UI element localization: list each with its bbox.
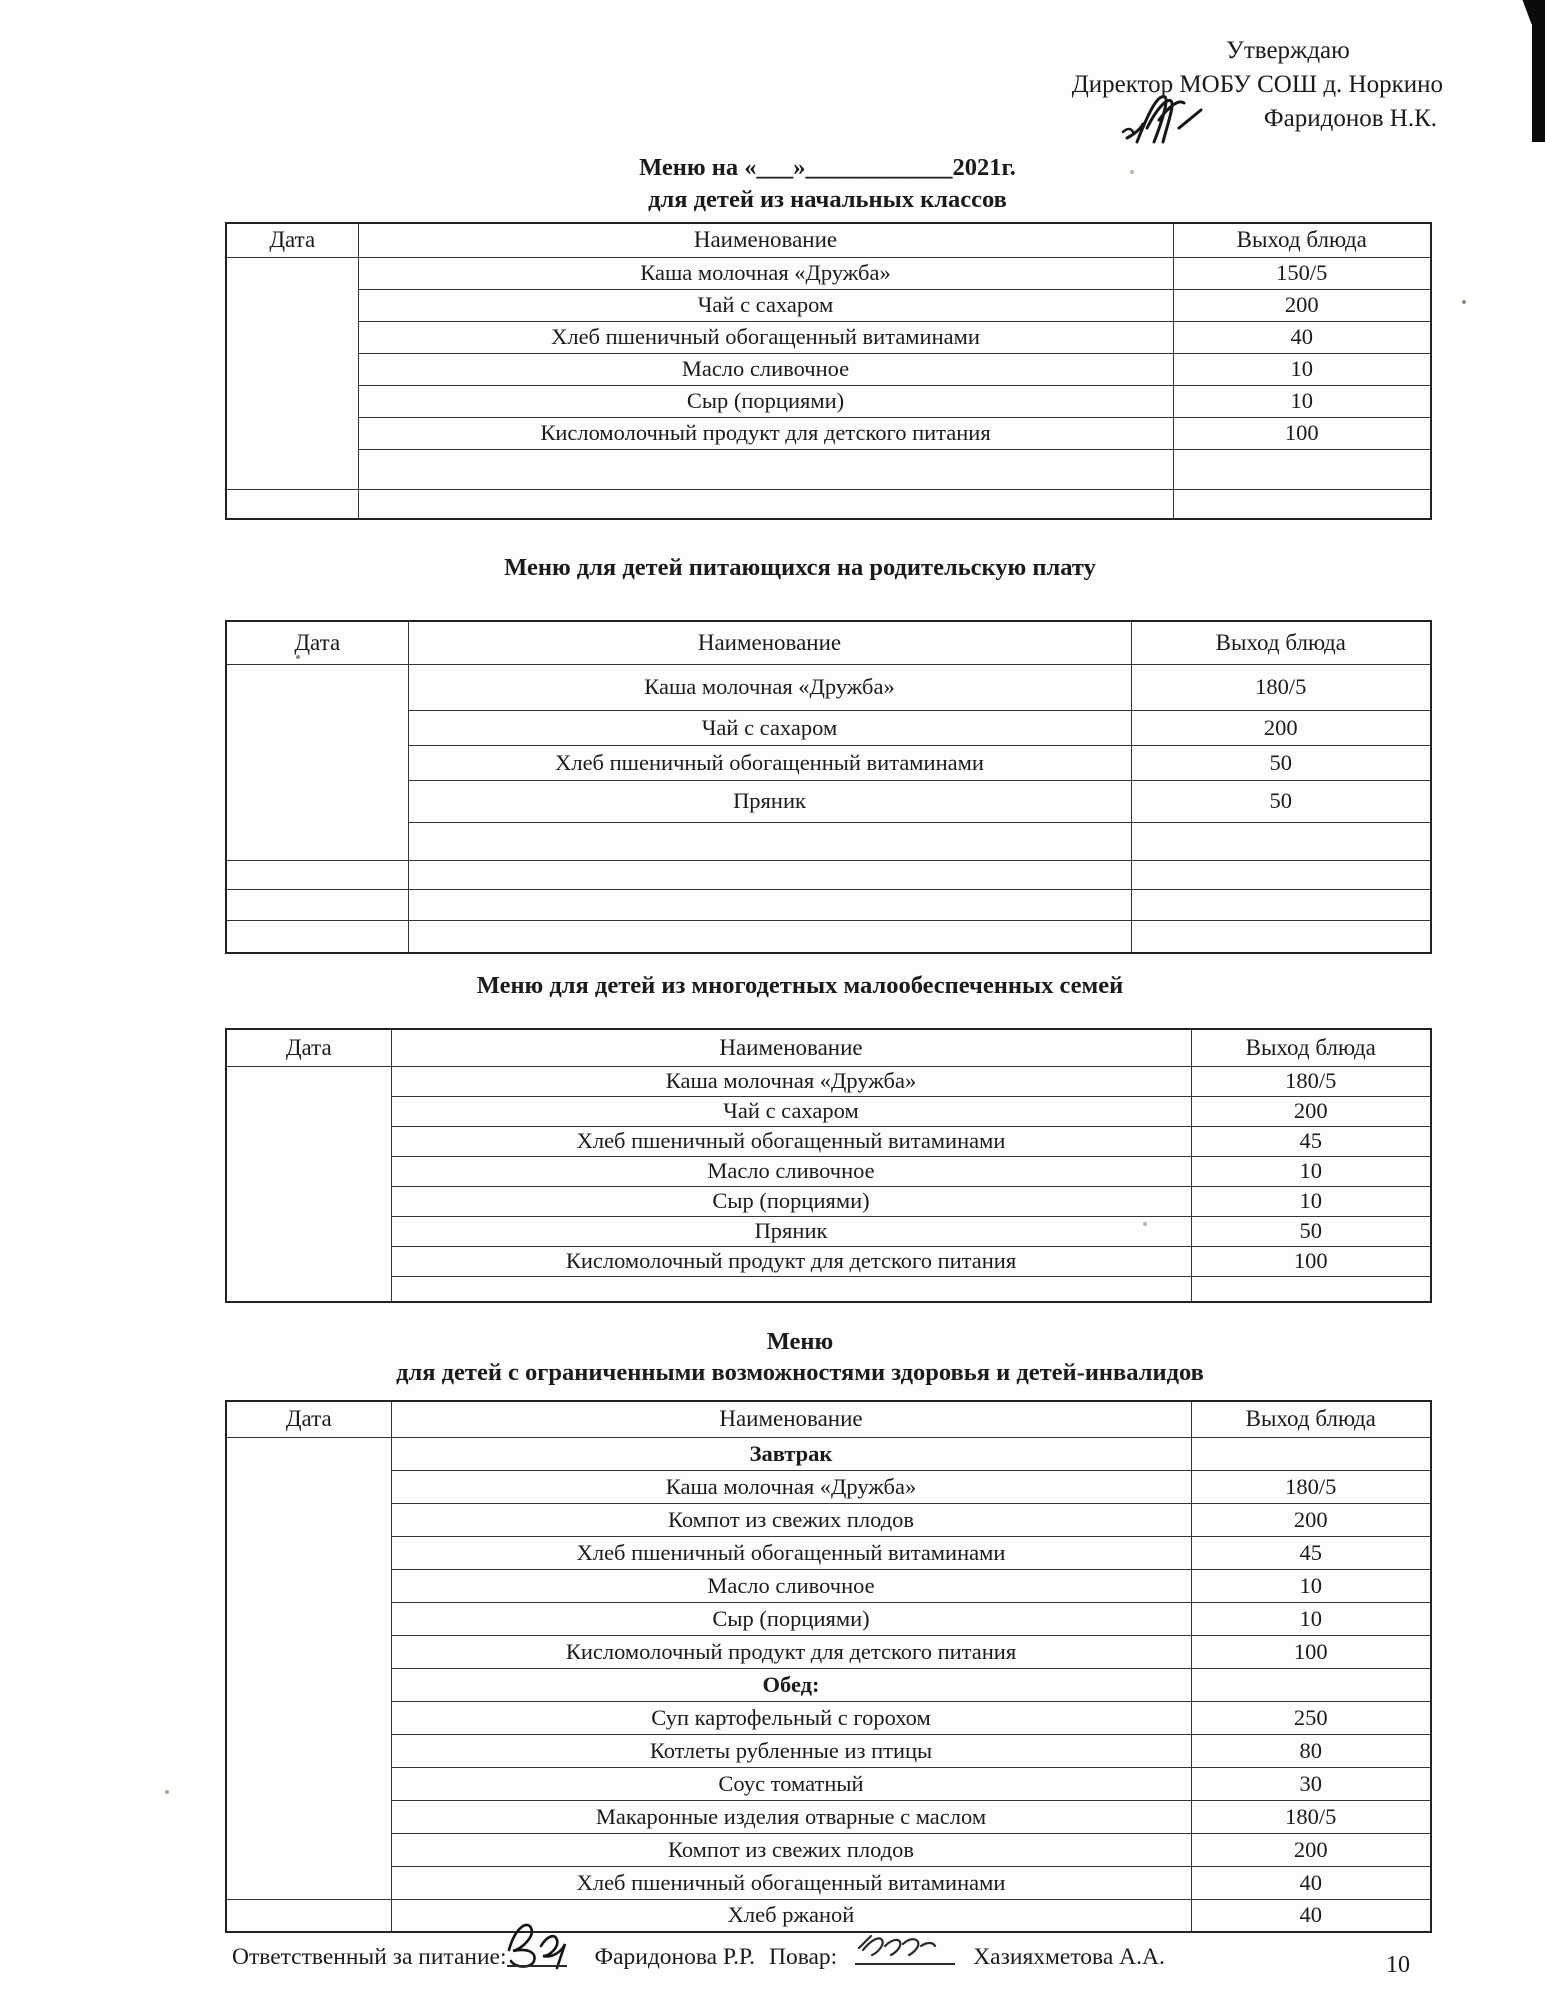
cell-date	[226, 664, 408, 860]
table-row-empty	[226, 449, 1431, 489]
cell-dish-name	[408, 860, 1131, 889]
table-header-row	[226, 1401, 1431, 1437]
footer-signature-line	[232, 1934, 1472, 1981]
cell-output	[1191, 1437, 1431, 1470]
table-row-empty	[226, 920, 1431, 953]
cell-dish-name: Сыр (порциями)	[358, 385, 1173, 417]
table-row	[226, 1066, 1431, 1096]
cell-output: 10	[1173, 385, 1431, 417]
scan-speck	[1462, 300, 1466, 304]
cell-output	[1191, 1668, 1431, 1701]
col-header-output: Выход блюда	[1173, 223, 1431, 257]
cell-date	[226, 920, 408, 953]
table-row	[226, 1126, 1431, 1156]
section-title-parent-paid: Меню для детей питающихся на родительскую плату	[504, 554, 1096, 581]
table-row	[226, 289, 1431, 321]
approval-word: Утверждаю	[1226, 37, 1350, 64]
menu-table-parent-paid	[225, 620, 1432, 954]
cell-dish-name: Кисломолочный продукт для детского питания	[358, 417, 1173, 449]
cell-dish-name: Кисломолочный продукт для детского питания	[391, 1246, 1191, 1276]
cell-dish-name: Сыр (порциями)	[391, 1602, 1191, 1635]
cell-output: 100	[1191, 1635, 1431, 1668]
col-header-output: Выход блюда	[1191, 1029, 1431, 1066]
cell-dish-name: Компот из свежих плодов	[391, 1833, 1191, 1866]
cell-output: 30	[1191, 1767, 1431, 1800]
table-row	[226, 1602, 1431, 1635]
table-row	[226, 1701, 1431, 1734]
cell-output: 10	[1173, 353, 1431, 385]
cell-date	[226, 1066, 391, 1302]
table-row	[226, 1866, 1431, 1899]
cell-dish-name	[408, 822, 1131, 860]
cell-dish-name: Каша молочная «Дружба»	[391, 1066, 1191, 1096]
section-title-line2: для детей с ограниченными возможностями здоровья и детей-инвалидов	[396, 1359, 1204, 1386]
col-header-output: Выход блюда	[1131, 621, 1431, 664]
table-row	[226, 1470, 1431, 1503]
table-row	[226, 1503, 1431, 1536]
cell-dish-name: Макаронные изделия отварные с маслом	[391, 1800, 1191, 1833]
cell-date	[226, 889, 408, 920]
cell-dish-name: Котлеты рубленные из птицы	[391, 1734, 1191, 1767]
responsible-name: Фаридонова Р.Р.	[594, 1944, 755, 1970]
table-row-empty	[226, 889, 1431, 920]
table-row	[226, 1767, 1431, 1800]
cell-output: 50	[1131, 780, 1431, 822]
table-row	[226, 1536, 1431, 1569]
cell-date	[226, 1899, 391, 1932]
cell-date	[226, 1437, 391, 1899]
table-header-row	[226, 621, 1431, 664]
cell-output: 50	[1131, 745, 1431, 780]
approval-director-line: Директор МОБУ СОШ д. Норкино	[1071, 71, 1443, 98]
cell-dish-name: Пряник	[391, 1216, 1191, 1246]
col-header-name: Наименование	[391, 1029, 1191, 1066]
cook-name: Хазияхметова А.А.	[973, 1944, 1165, 1970]
cell-output: 40	[1173, 321, 1431, 353]
cell-output: 45	[1191, 1536, 1431, 1569]
table-row	[226, 1899, 1431, 1932]
approval-signer-name: Фаридонов Н.К.	[1263, 105, 1437, 132]
cell-dish-name: Каша молочная «Дружба»	[358, 257, 1173, 289]
cell-output: 10	[1191, 1186, 1431, 1216]
cell-output: 40	[1191, 1899, 1431, 1932]
cell-dish-name	[358, 449, 1173, 489]
table-row	[226, 321, 1431, 353]
cell-dish-name: Чай с сахаром	[358, 289, 1173, 321]
cell-dish-name: Соус томатный	[391, 1767, 1191, 1800]
cell-output: 80	[1191, 1734, 1431, 1767]
cell-dish-name: Масло сливочное	[358, 353, 1173, 385]
table-row	[226, 1186, 1431, 1216]
cell-output	[1173, 449, 1431, 489]
cell-output: 180/5	[1191, 1470, 1431, 1503]
cell-dish-name	[408, 920, 1131, 953]
cell-dish-name: Сыр (порциями)	[391, 1186, 1191, 1216]
cell-output: 250	[1191, 1701, 1431, 1734]
cell-dish-name: Кисломолочный продукт для детского питания	[391, 1635, 1191, 1668]
cell-dish-name	[408, 889, 1131, 920]
cell-dish-name	[391, 1276, 1191, 1302]
cell-meal-label: Обед:	[391, 1668, 1191, 1701]
cell-dish-name: Каша молочная «Дружба»	[408, 664, 1131, 710]
cell-dish-name: Хлеб пшеничный обогащенный витаминами	[408, 745, 1131, 780]
responsible-signature	[503, 1916, 589, 1981]
cell-dish-name: Хлеб пшеничный обогащенный витаминами	[391, 1866, 1191, 1899]
cell-output	[1131, 822, 1431, 860]
table-row-meal-header	[226, 1437, 1431, 1470]
approval-block	[983, 34, 1443, 136]
col-header-name: Наименование	[408, 621, 1131, 664]
col-header-date: Дата	[226, 621, 408, 664]
director-signature	[1121, 88, 1225, 150]
table-row	[226, 1833, 1431, 1866]
cell-dish-name: Хлеб пшеничный обогащенный витаминами	[391, 1126, 1191, 1156]
table-row	[226, 1800, 1431, 1833]
table-row	[226, 1096, 1431, 1126]
col-header-date: Дата	[226, 223, 358, 257]
cell-output: 10	[1191, 1569, 1431, 1602]
table-row	[226, 1216, 1431, 1246]
cell-dish-name: Масло сливочное	[391, 1156, 1191, 1186]
cell-meal-label: Завтрак	[391, 1437, 1191, 1470]
col-header-date: Дата	[226, 1401, 391, 1437]
cell-output	[1191, 1276, 1431, 1302]
document-title-line2: для детей из начальных классов	[648, 186, 1007, 213]
cell-output: 100	[1173, 417, 1431, 449]
table-row-empty	[226, 860, 1431, 889]
table-row	[226, 1569, 1431, 1602]
table-row	[226, 1246, 1431, 1276]
cell-output: 200	[1191, 1833, 1431, 1866]
table-row	[226, 353, 1431, 385]
table-row	[226, 385, 1431, 417]
table-row	[226, 1734, 1431, 1767]
cell-dish-name: Хлеб ржаной	[391, 1899, 1191, 1932]
cell-output: 200	[1173, 289, 1431, 321]
cook-label: Повар:	[768, 1944, 838, 1970]
table-row	[226, 257, 1431, 289]
section-title-disabled-children	[170, 1326, 1430, 1388]
table-row-empty	[226, 1276, 1431, 1302]
table-row	[226, 417, 1431, 449]
scan-artifact-wedge	[1515, 0, 1545, 24]
cell-dish-name: Чай с сахаром	[408, 710, 1131, 745]
cell-output: 10	[1191, 1156, 1431, 1186]
scan-speck	[165, 1790, 169, 1794]
menu-table-large-families	[225, 1028, 1432, 1303]
cell-dish-name: Хлеб пшеничный обогащенный витаминами	[358, 321, 1173, 353]
cell-output: 200	[1191, 1503, 1431, 1536]
section-title-large-families: Меню для детей из многодетных малообеспеченных семей	[476, 972, 1124, 999]
table-row	[226, 664, 1431, 710]
cell-dish-name	[358, 489, 1173, 519]
cell-date	[226, 257, 358, 489]
cell-output	[1131, 889, 1431, 920]
cell-output	[1131, 920, 1431, 953]
cook-signature	[851, 1922, 963, 1979]
col-header-date: Дата	[226, 1029, 391, 1066]
cell-output: 50	[1191, 1216, 1431, 1246]
table-row-meal-header	[226, 1668, 1431, 1701]
cell-output: 100	[1191, 1246, 1431, 1276]
cell-dish-name: Чай с сахаром	[391, 1096, 1191, 1126]
cell-output: 40	[1191, 1866, 1431, 1899]
cell-output: 150/5	[1173, 257, 1431, 289]
cell-date	[226, 860, 408, 889]
cell-date	[226, 489, 358, 519]
responsible-label: Ответственный за питание:	[232, 1944, 507, 1970]
page-number: 10	[1386, 1952, 1410, 1978]
cell-output	[1131, 860, 1431, 889]
cell-dish-name: Пряник	[408, 780, 1131, 822]
cell-dish-name: Каша молочная «Дружба»	[391, 1470, 1191, 1503]
col-header-name: Наименование	[391, 1401, 1191, 1437]
cell-output: 180/5	[1191, 1066, 1431, 1096]
cell-output: 180/5	[1131, 664, 1431, 710]
cell-output: 10	[1191, 1602, 1431, 1635]
section-title-line1: Меню	[766, 1328, 834, 1355]
cell-dish-name: Хлеб пшеничный обогащенный витаминами	[391, 1536, 1191, 1569]
cell-dish-name: Компот из свежих плодов	[391, 1503, 1191, 1536]
cell-dish-name: Масло сливочное	[391, 1569, 1191, 1602]
cell-dish-name: Суп картофельный с горохом	[391, 1701, 1191, 1734]
table-row	[226, 1635, 1431, 1668]
table-header-row	[226, 1029, 1431, 1066]
document-title	[225, 152, 1430, 216]
cell-output: 200	[1131, 710, 1431, 745]
table-row-empty	[226, 489, 1431, 519]
menu-table-disabled-children	[225, 1400, 1432, 1933]
table-row	[226, 1156, 1431, 1186]
cell-output: 45	[1191, 1126, 1431, 1156]
col-header-output: Выход блюда	[1191, 1401, 1431, 1437]
table-header-row	[226, 223, 1431, 257]
menu-table-primary-classes	[225, 222, 1432, 520]
cell-output: 180/5	[1191, 1800, 1431, 1833]
col-header-name: Наименование	[358, 223, 1173, 257]
cell-output: 200	[1191, 1096, 1431, 1126]
cell-output	[1173, 489, 1431, 519]
document-title-line1: Меню на «___»____________2021г.	[639, 154, 1016, 181]
